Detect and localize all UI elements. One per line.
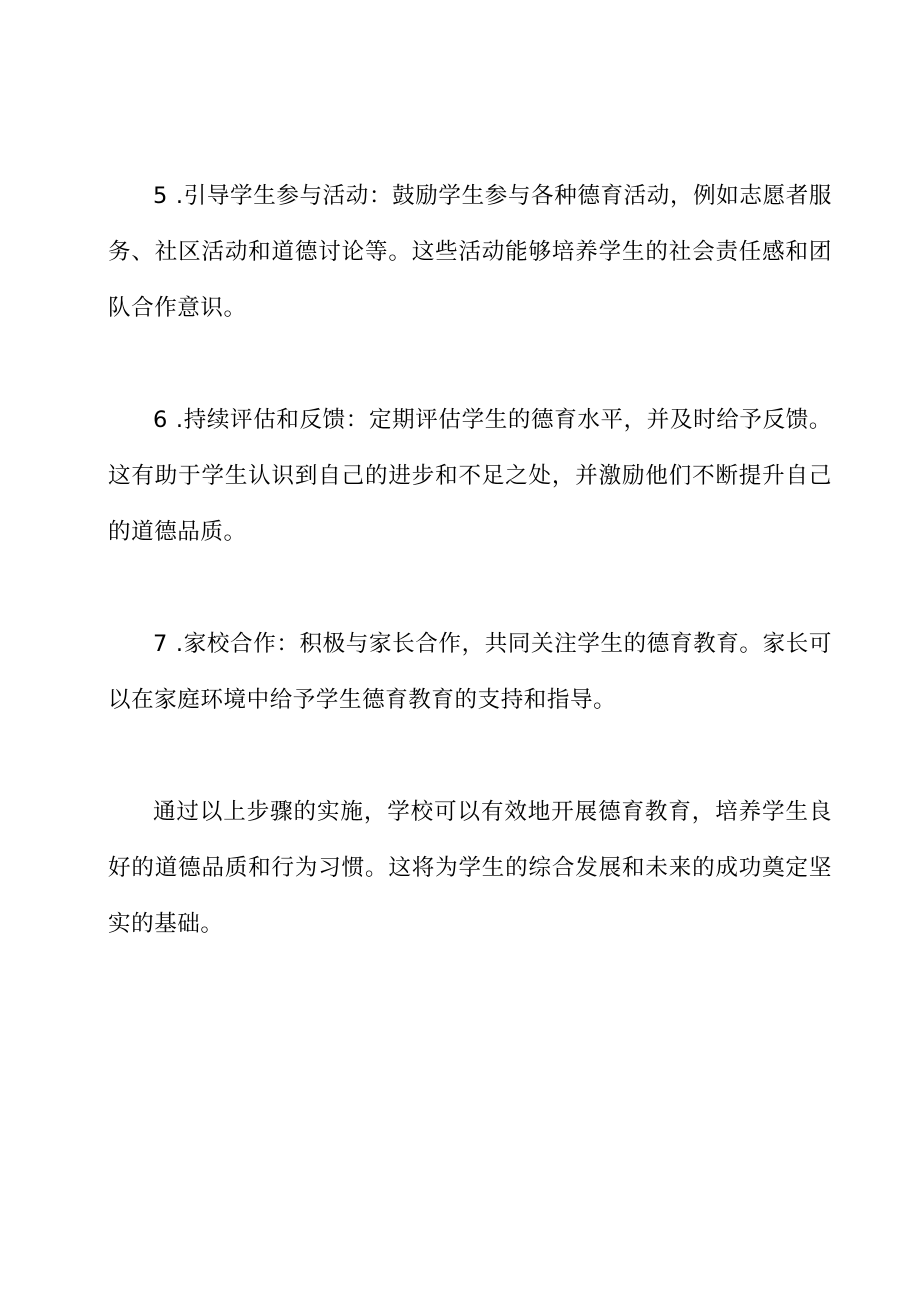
paragraph-number: 7 [153, 631, 168, 657]
paragraph-text: .引导学生参与活动：鼓励学生参与各种德育活动，例如志愿者服务、社区活动和道德讨论等。这些活动能够培养学生的社会责任感和团队合作意识。 [108, 183, 832, 321]
paragraph-text: .持续评估和反馈：定期评估学生的德育水平，并及时给予反馈。这有助于学生认识到自己的进步和不足之处，并激励他们不断提升自己的道德品质。 [108, 407, 832, 545]
paragraph-number: 6 [153, 407, 168, 433]
paragraph-number: 5 [153, 183, 168, 209]
paragraph-step-5 [108, 168, 832, 336]
paragraph-text: 通过以上步骤的实施，学校可以有效地开展德育教育，培养学生良好的道德品质和行为习惯。这将为学生的综合发展和未来的成功奠定坚实的基础。 [108, 799, 832, 937]
paragraph-step-6 [108, 392, 832, 560]
document-body [108, 168, 832, 952]
paragraph-text: .家校合作：积极与家长合作，共同关注学生的德育教育。家长可以在家庭环境中给予学生德育教育的支持和指导。 [108, 631, 832, 713]
paragraph-step-7 [108, 616, 832, 728]
paragraph-conclusion [108, 784, 832, 952]
